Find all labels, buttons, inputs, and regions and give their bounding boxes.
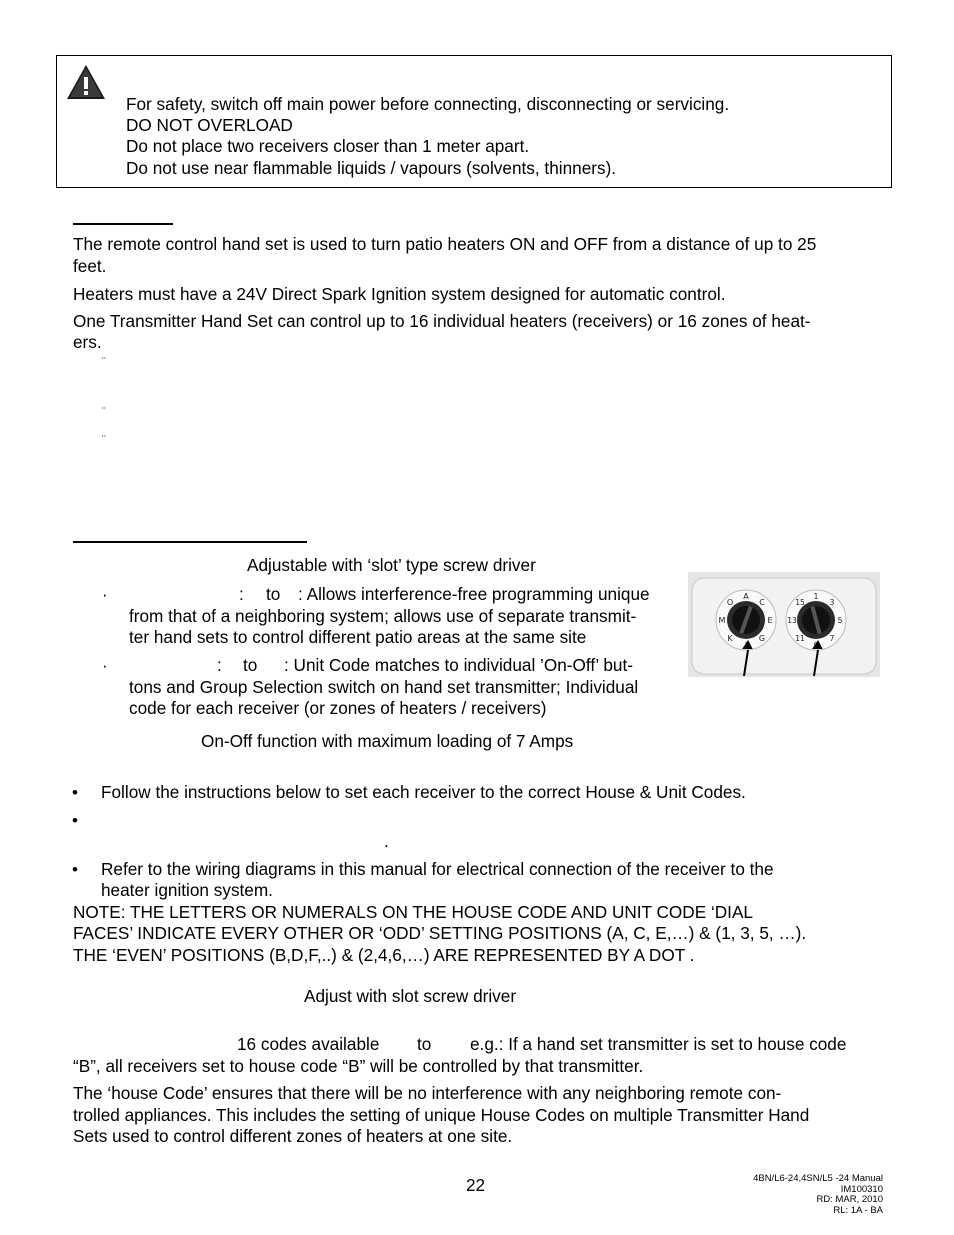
intro-p2: Heaters must have a 24V Direct Spark Ignition system designed for automatic control. <box>73 284 726 304</box>
warning-line-4: Do not use near flammable liquids / vapours (solvents, thinners). <box>126 158 617 178</box>
house-code-sep: : <box>239 584 244 604</box>
house-eg: e.g.: If a hand set transmitter is set to house code <box>470 1034 847 1054</box>
note-line-1: NOTE: THE LETTERS OR NUMERALS ON THE HOUSE CODE AND UNIT CODE ‘DIAL <box>73 902 753 922</box>
instr-b3-line1: Refer to the wiring diagrams in this manual for electrical connection of the receiver to the <box>101 859 774 879</box>
instr-b2-dot: . <box>384 831 389 851</box>
svg-text:3: 3 <box>829 598 835 607</box>
unit-code-desc-3: code for each receiver (or zones of heaters / receivers) <box>129 698 547 718</box>
unit-code-bullet: · <box>102 656 108 675</box>
svg-text:5: 5 <box>837 616 843 625</box>
intro-p3-line2: ers. <box>73 332 102 352</box>
intro-mark-2: ¨ <box>102 406 106 418</box>
instr-b1: Follow the instructions below to set each receiver to the correct House & Unit Codes. <box>101 782 746 802</box>
svg-text:13: 13 <box>787 616 797 625</box>
svg-text:1: 1 <box>813 592 819 601</box>
svg-text:7: 7 <box>829 634 835 643</box>
svg-text:A: A <box>743 592 749 601</box>
svg-text:E: E <box>767 616 773 625</box>
house-adjust: Adjust with slot screw driver <box>304 986 517 1006</box>
unit-code-sep: : <box>217 655 222 675</box>
doc-id-line4: RL: 1A - BA <box>833 1205 883 1216</box>
house-to: to <box>417 1034 432 1054</box>
svg-text:M: M <box>718 616 726 625</box>
house-code-to: to <box>266 584 281 604</box>
house-code-dial <box>716 590 776 650</box>
house-code-desc-1: : Allows interference-free programming unique <box>298 584 650 604</box>
house-code-bullet: · <box>102 585 108 604</box>
svg-text:G: G <box>758 634 766 643</box>
house-avail: 16 codes available <box>237 1034 380 1054</box>
unit-code-desc-2: tons and Group Selection switch on hand set transmitter; Individual <box>129 677 639 697</box>
intro-p1-line1: The remote control hand set is used to turn patio heaters ON and OFF from a distance of up to 25 <box>73 234 817 254</box>
doc-id-line3: RD: MAR, 2010 <box>816 1194 883 1205</box>
doc-id-line1: 4BN/L6-24,4SN/L5 -24 Manual <box>753 1173 883 1184</box>
intro-mark-3: ¨ <box>102 434 106 446</box>
house-p-line1: The ‘house Code’ ensures that there will be no interference with any neighboring remote con- <box>73 1083 782 1103</box>
warning-line-2: DO NOT OVERLOAD <box>126 115 293 135</box>
receiver-onoff: On-Off function with maximum loading of 7 Amps <box>201 731 574 751</box>
house-code-desc-2: from that of a neighboring system; allows use of separate transmit- <box>129 606 637 626</box>
unit-code-desc-1: : Unit Code matches to individual ’On-Off’ but- <box>284 655 633 675</box>
intro-p3-line1: One Transmitter Hand Set can control up to 16 individual heaters (receivers) or 16 zones of heat- <box>73 311 811 331</box>
intro-mark-1: ¨ <box>102 356 106 368</box>
unit-code-dial <box>786 590 846 650</box>
instr-bullet-2: • <box>72 811 78 830</box>
svg-text:C: C <box>759 598 765 607</box>
instr-bullet-1: • <box>72 783 78 802</box>
house-p-line2: trolled appliances. This includes the setting of unique House Codes on multiple Transmitter Hand <box>73 1105 810 1125</box>
house-p-line3: Sets used to control different zones of heaters at one site. <box>73 1126 513 1146</box>
note-line-2: FACES’ INDICATE EVERY OTHER OR ‘ODD’ SETTING POSITIONS (A, C, E,…) & (1, 3, 5, …). <box>73 923 807 943</box>
section-rule-receiver <box>73 541 307 543</box>
warning-line-1: For safety, switch off main power before connecting, disconnecting or servicing. <box>126 94 730 114</box>
receiver-adjust: Adjustable with ‘slot’ type screw driver <box>247 555 536 575</box>
unit-code-to: to <box>243 655 258 675</box>
section-rule-intro <box>73 223 173 225</box>
instr-bullet-3: • <box>72 860 78 879</box>
doc-id-line2: IM100310 <box>840 1184 883 1195</box>
svg-text:K: K <box>727 634 733 643</box>
page-number: 22 <box>466 1175 486 1195</box>
house-code-desc-3: ter hand sets to control different patio areas at the same site <box>129 627 587 647</box>
warning-line-3: Do not place two receivers closer than 1 meter apart. <box>126 136 530 156</box>
intro-p1-line2: feet. <box>73 256 107 276</box>
receiver-dials-photo <box>688 572 880 677</box>
svg-text:11: 11 <box>795 634 805 643</box>
svg-text:15: 15 <box>795 598 805 607</box>
warning-triangle-icon <box>65 63 107 101</box>
house-eg-line2: “B”, all receivers set to house code “B” will be controlled by that transmitter. <box>73 1056 644 1076</box>
note-line-3: THE ‘EVEN’ POSITIONS (B,D,F,..) & (2,4,6,…) ARE REPRESENTED BY A DOT . <box>73 945 695 965</box>
svg-text:O: O <box>726 598 734 607</box>
instr-b3-line2: heater ignition system. <box>101 880 273 900</box>
